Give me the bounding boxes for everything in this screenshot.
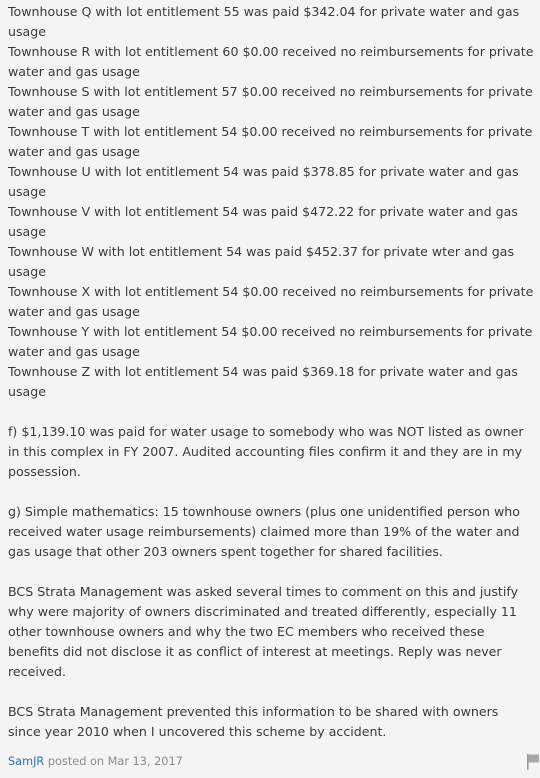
- flag-icon[interactable]: [526, 753, 540, 771]
- comment-line-x: Townhouse X with lot entitlement 54 $0.00 received no reimbursements for private water and gas usage: [8, 284, 534, 319]
- comment-line-z: Townhouse Z with lot entitlement 54 was paid $369.18 for private water and gas usage: [8, 364, 518, 399]
- comment-line-y: Townhouse Y with lot entitlement 54 $0.00 received no reimbursements for private water and gas usage: [8, 324, 533, 359]
- comment-line-r: Townhouse R with lot entitlement 60 $0.00 received no reimbursements for private water and gas usage: [8, 44, 534, 79]
- comment-line-u: Townhouse U with lot entitlement 54 was paid $378.85 for private water and gas usage: [8, 164, 519, 199]
- paragraph-f: f) $1,139.10 was paid for water usage to somebody who was NOT listed as owner in this complex in FY 2007. Audited accounting files confirm it and they are in my possession.: [8, 424, 524, 479]
- paragraph-bcs-asked: BCS Strata Management was asked several times to comment on this and justify why were majority of owners discriminated and treated differently, especially 11 other townhouse owners and why the two EC members who received these benefits did not disclose it as conflict of interest at meetings. Reply was never received.: [8, 584, 519, 679]
- comment-line-q: Townhouse Q with lot entitlement 55 was paid $342.04 for private water and gas usage: [8, 4, 520, 39]
- comment-line-t: Townhouse T with lot entitlement 54 $0.00 received no reimbursements for private water and gas usage: [8, 124, 533, 159]
- paragraph-bcs-prevented: BCS Strata Management prevented this information to be shared with owners since year 2010 when I uncovered this scheme by accident.: [8, 704, 499, 739]
- author-link[interactable]: SamJR: [8, 755, 45, 768]
- comment-footer: [8, 752, 540, 772]
- posted-date: posted on Mar 13, 2017: [47, 755, 183, 768]
- comment-line-s: Townhouse S with lot entitlement 57 $0.00 received no reimbursements for private water and gas usage: [8, 84, 533, 119]
- comment-line-v: Townhouse V with lot entitlement 54 was paid $472.22 for private water and gas usage: [8, 204, 518, 239]
- paragraph-g: g) Simple mathematics: 15 townhouse owners (plus one unidentified person who received water usage reimbursements) claimed more than 19% of the water and gas usage that other 203 owners spent together for shared facilities.: [8, 504, 520, 559]
- comment-body: [8, 2, 534, 742]
- comment-line-w: Townhouse W with lot entitlement 54 was paid $452.37 for private wter and gas usage: [8, 244, 515, 279]
